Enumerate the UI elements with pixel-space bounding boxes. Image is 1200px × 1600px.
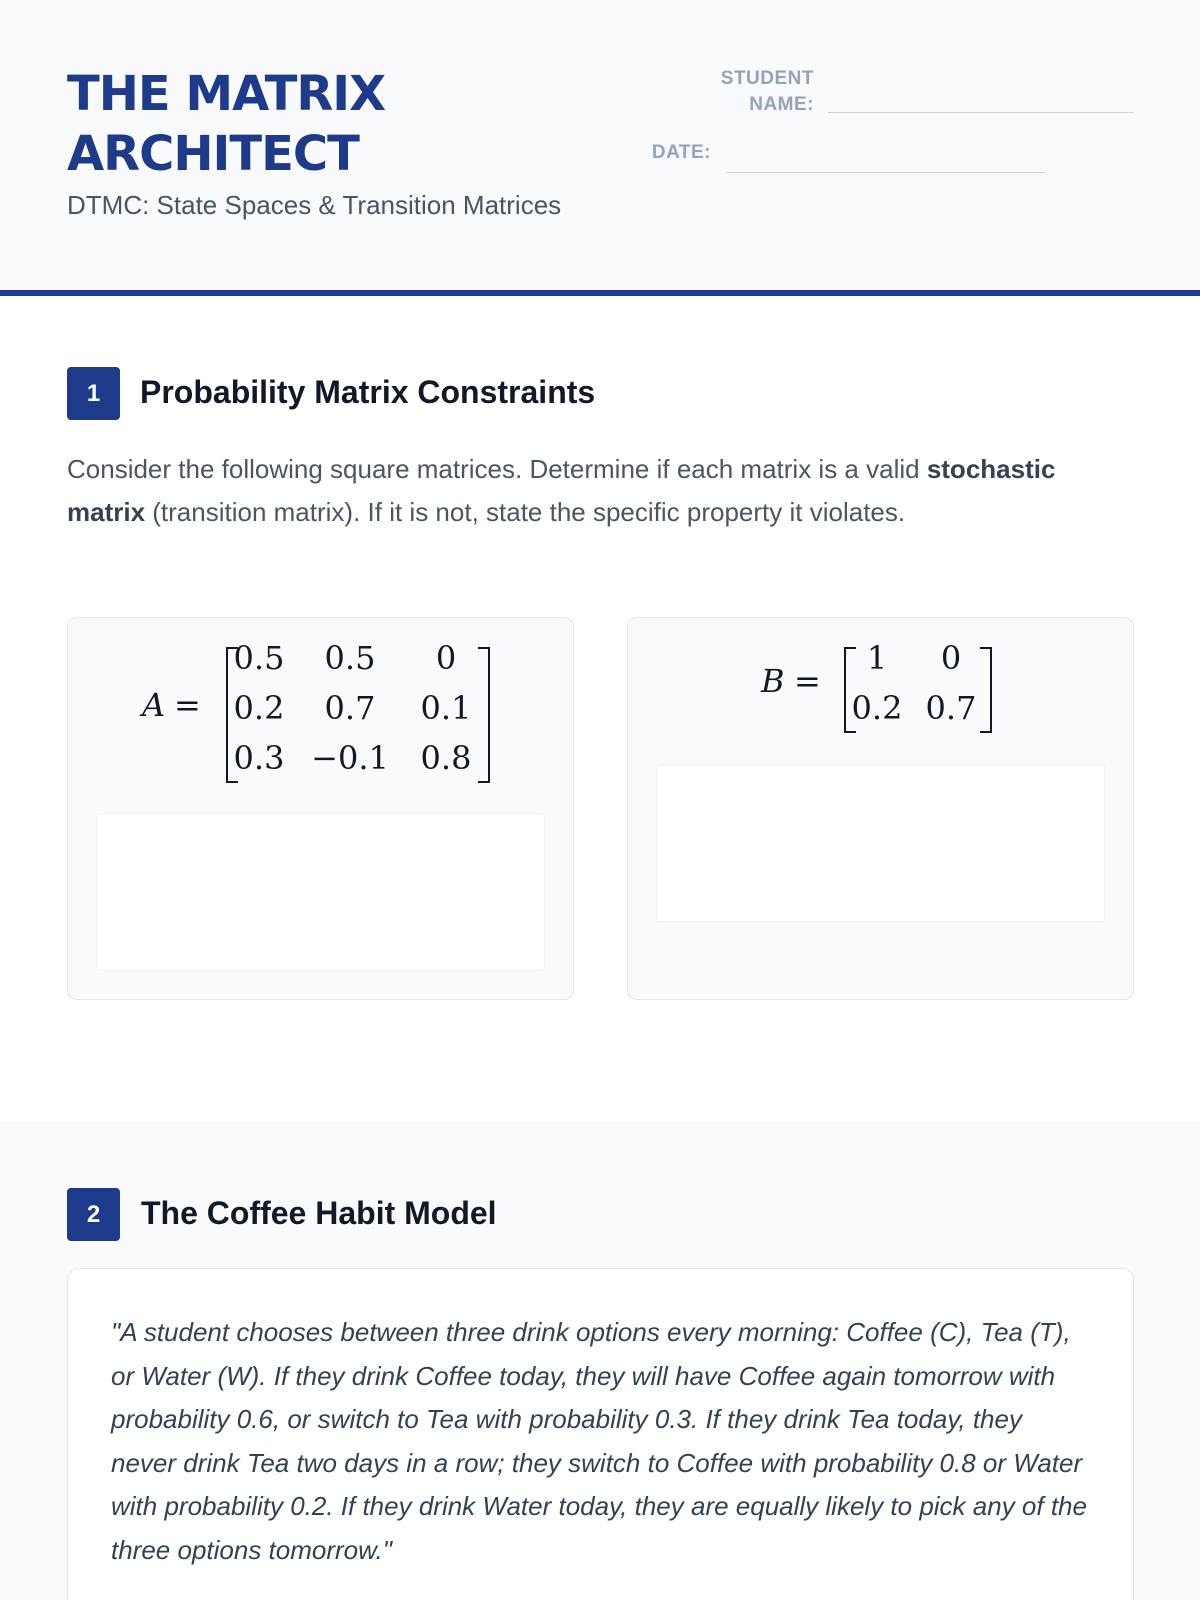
matrix-a-cell: −0.1 [311,739,389,777]
date-label: DATE: [651,142,711,163]
matrix-a [68,618,575,798]
matrix-a-cell: 0.7 [324,689,376,727]
matrix-b-cell: 1 [866,639,888,677]
worksheet-header [0,0,1200,296]
scenario-quote: "A student chooses between three drink options every morning: Coffee (C), Tea (T), or Water (W). If they drink Coffee today, they will have Coffee again tomorrow with probability 0.6, or switch to Tea with probability 0.3. If they drink Tea today, they never drink Tea two days in a row; they switch to Coffee with probability 0.8 or Water with probability 0.2. If they drink Water today, they are equally likely to pick any of the three options tomorrow." [111,1317,1087,1565]
section-2-title: The Coffee Habit Model [141,1195,497,1231]
stochastic-matrix-term: stochastic matrix [67,454,1056,527]
worksheet-title: THE MATRIX ARCHITECT [67,66,386,182]
matrix-a-cell: 0.5 [233,639,285,677]
worksheet-subtitle: DTMC: State Spaces & Transition Matrices [67,190,562,220]
matrix-b-cell: 0.2 [851,689,903,727]
matrix-a-cell: 0.8 [420,739,472,777]
matrix-b [628,618,1135,748]
matrix-b-answer-box[interactable] [656,764,1105,922]
matrix-b-cell: 0.7 [925,689,977,727]
matrix-a-cell: 0.1 [420,689,472,727]
matrix-a-cell: 0 [435,639,457,677]
student-name-label: STUDENT NAME: [720,68,814,115]
matrix-b-name: B [761,662,785,700]
matrix-a-card [67,617,574,1000]
matrix-b-card [627,617,1134,1000]
matrix-b-right-bracket [980,647,992,733]
student-name-field[interactable] [828,112,1134,113]
matrix-b-equals: = [794,662,821,700]
matrix-a-answer-box[interactable] [96,813,545,971]
matrix-a-cell: 0.2 [233,689,285,727]
scenario-card [67,1268,1134,1600]
section-1-number: 1 [67,367,120,420]
matrix-b-cell: 0 [940,639,962,677]
section-2-number: 2 [67,1188,120,1241]
matrix-a-name: A [142,686,166,724]
date-field[interactable] [726,172,1046,173]
matrix-a-cell: 0.5 [324,639,376,677]
matrix-a-cell: 0.3 [233,739,285,777]
matrix-a-right-bracket [478,647,490,783]
section-1-instructions: Consider the following square matrices. Determine if each matrix is a valid stochastic matrix (transition matrix). If it is not, state the specific property it violates. [67,454,1056,527]
section-1-title: Probability Matrix Constraints [140,374,596,410]
matrix-a-equals: = [174,686,201,724]
